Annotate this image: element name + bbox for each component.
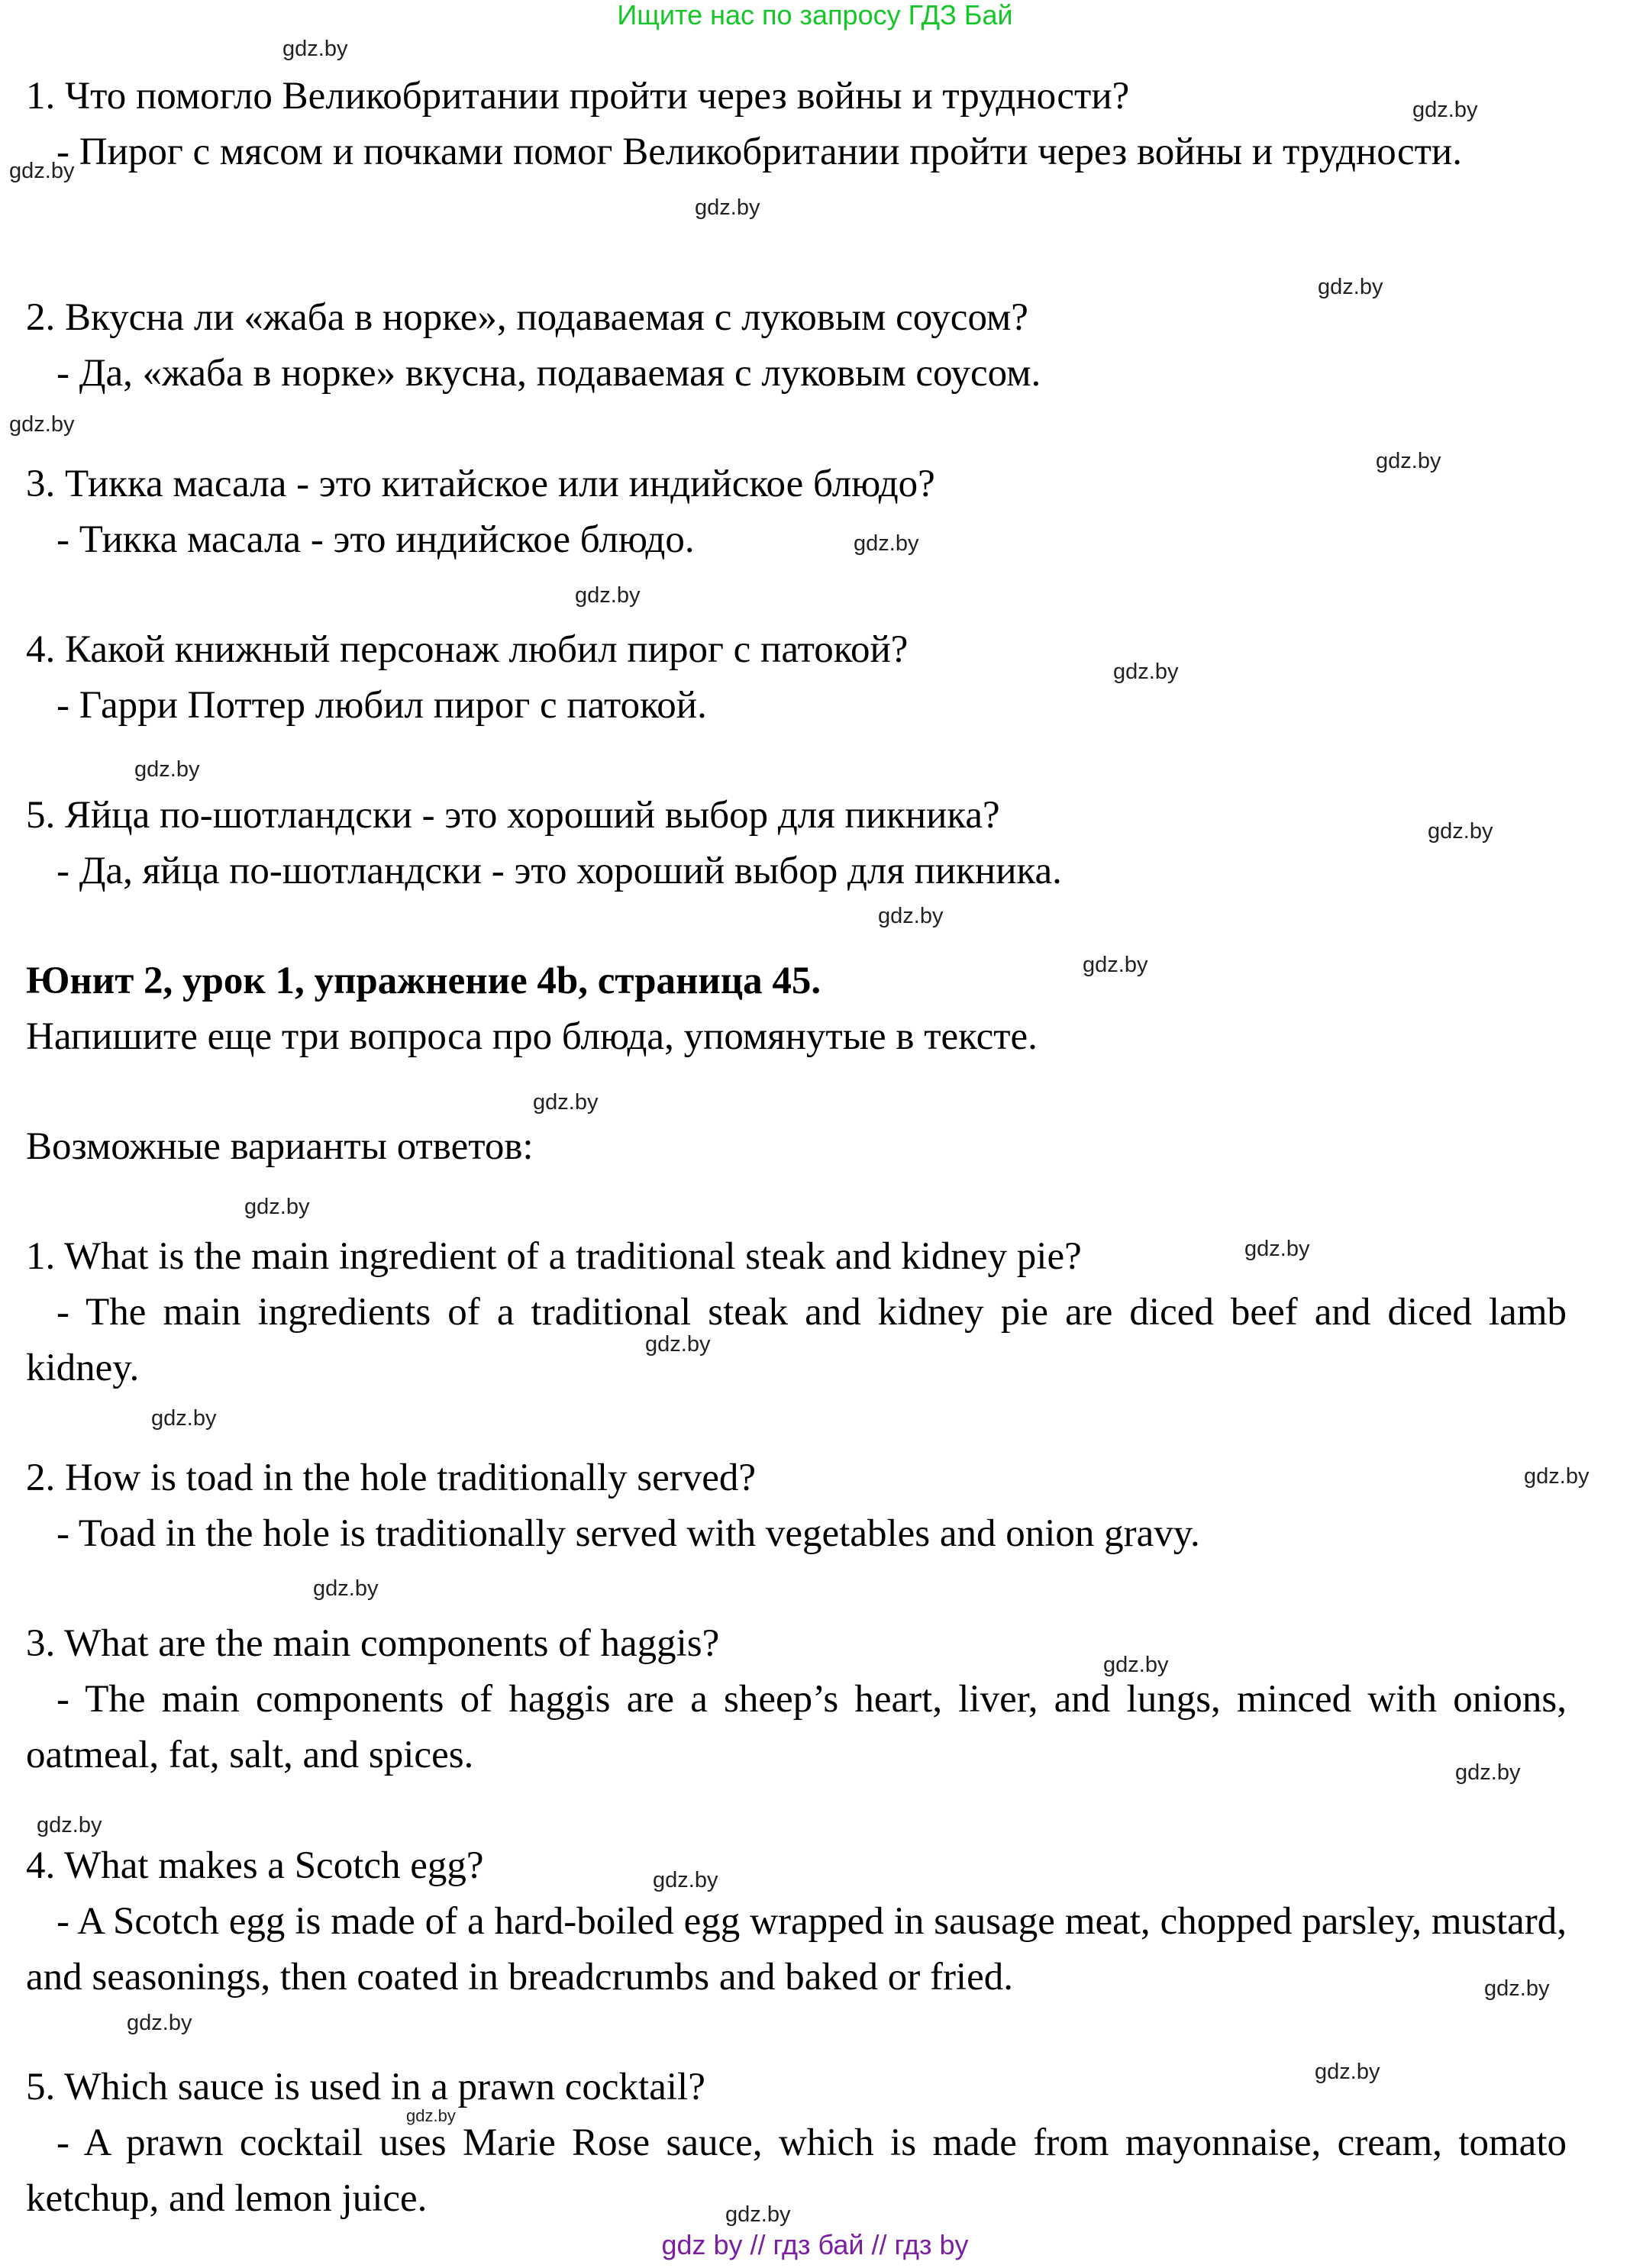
watermark: gdz.by <box>151 1406 217 1431</box>
watermark: gdz.by <box>9 159 75 183</box>
watermark: gdz.by <box>1083 953 1148 977</box>
watermark: gdz.by <box>1455 1760 1521 1785</box>
question: 1. What is the main ingredient of a traditional steak and kidney pie? <box>26 1235 1082 1278</box>
watermark: gdz.by <box>1113 660 1179 684</box>
answer: - Да, яйца по-шотландски - это хороший выбор для пикника. <box>56 850 1062 892</box>
qa-item-en-3 <box>26 1616 1567 1783</box>
qa-item-ru-1 <box>26 69 1567 180</box>
exercise-section <box>26 953 1567 1065</box>
watermark: gdz.by <box>533 1090 599 1115</box>
watermark: gdz.by <box>1318 275 1383 299</box>
watermark: gdz.by <box>1524 1464 1590 1489</box>
qa-item-en-2 <box>26 1450 1567 1562</box>
question: 5. Which sauce is used in a prawn cocktail? <box>26 2066 705 2108</box>
watermark: gdz.by <box>37 1813 102 1837</box>
watermark: gdz.by <box>645 1332 711 1357</box>
watermark: gdz.by <box>134 757 200 782</box>
answer: - Toad in the hole is traditionally served with vegetables and onion gravy. <box>56 1512 1200 1555</box>
qa-item-ru-2 <box>26 290 1567 402</box>
watermark: gdz.by <box>313 1576 379 1601</box>
watermark: gdz.by <box>725 2202 791 2227</box>
question: 4. What makes a Scotch egg? <box>26 1844 484 1887</box>
answer: - A Scotch egg is made of a hard-boiled egg wrapped in sausage meat, chopped parsley, mustard, and seasonings, then coated in breadcrumbs and baked or fried. <box>26 1900 1567 1999</box>
question: 2. Вкусна ли «жаба в норке», подаваемая с луковым соусом? <box>26 296 1028 339</box>
question: 3. Тикка масала - это китайское или индийское блюдо? <box>26 463 935 505</box>
watermark: gdz.by <box>244 1195 310 1219</box>
watermark: gdz.by <box>695 195 760 220</box>
watermark: gdz.by <box>854 531 919 556</box>
answers-intro-block <box>26 1119 1567 1175</box>
watermark: gdz.by <box>1484 1976 1550 2001</box>
qa-item-en-4 <box>26 1838 1567 2005</box>
answer: - The main components of haggis are a sheep’s heart, liver, and lungs, minced with onions, oatmeal, fat, salt, and spices. <box>26 1678 1567 1776</box>
qa-item-en-1 <box>26 1229 1567 1396</box>
section-heading: Юнит 2, урок 1, упражнение 4b, страница 45. <box>26 960 821 1002</box>
section-instruction: Напишите еще три вопроса про блюда, упомянутые в тексте. <box>26 1015 1038 1058</box>
watermark: gdz.by <box>9 412 75 437</box>
watermark: gdz.by <box>575 583 641 608</box>
watermark: gdz.by <box>1103 1653 1169 1677</box>
answer: - Пирог с мясом и почками помог Великобритании пройти через войны и трудности. <box>56 131 1462 173</box>
answers-intro: Возможные варианты ответов: <box>26 1125 534 1168</box>
question: 5. Яйца по-шотландски - это хороший выбор для пикника? <box>26 794 1000 837</box>
answer: - A prawn cocktail uses Marie Rose sauce, which is made from mayonnaise, cream, tomato ketchup, and lemon juice. <box>26 2121 1567 2220</box>
watermark: gdz.by <box>127 2011 192 2035</box>
question: 4. Какой книжный персонаж любил пирог с патокой? <box>26 628 909 671</box>
question: 1. Что помогло Великобритании пройти через войны и трудности? <box>26 75 1130 118</box>
watermark: gdz.by <box>653 1868 718 1892</box>
watermark: gdz.by <box>1376 449 1441 473</box>
question: 3. What are the main components of haggis? <box>26 1622 720 1665</box>
answer: - Да, «жаба в норке» вкусна, подаваемая с луковым соусом. <box>56 352 1041 395</box>
qa-item-ru-4 <box>26 622 1567 734</box>
watermark: gdz.by <box>1428 819 1493 844</box>
question: 2. How is toad in the hole traditionally served? <box>26 1457 757 1499</box>
answer: - Тикка масала - это индийское блюдо. <box>56 518 695 561</box>
watermark: gdz.by <box>1315 2060 1380 2084</box>
watermark: gdz.by <box>406 2106 456 2125</box>
watermark: gdz.by <box>878 904 944 928</box>
qa-item-ru-3 <box>26 457 1567 568</box>
qa-item-en-5 <box>26 2060 1567 2227</box>
header-banner[interactable]: Ищите нас по запросу ГДЗ Бай <box>617 0 1013 31</box>
answer: - The main ingredients of a traditional steak and kidney pie are diced beef and diced lamb kidney. <box>26 1291 1567 1389</box>
answer: - Гарри Поттер любил пирог с патокой. <box>56 684 707 727</box>
watermark: gdz.by <box>1244 1237 1310 1261</box>
footer-links[interactable]: gdz by // гдз бай // гдз by <box>661 2229 969 2260</box>
watermark: gdz.by <box>1412 98 1478 122</box>
watermark: gdz.by <box>282 37 348 61</box>
qa-item-ru-5 <box>26 788 1567 899</box>
